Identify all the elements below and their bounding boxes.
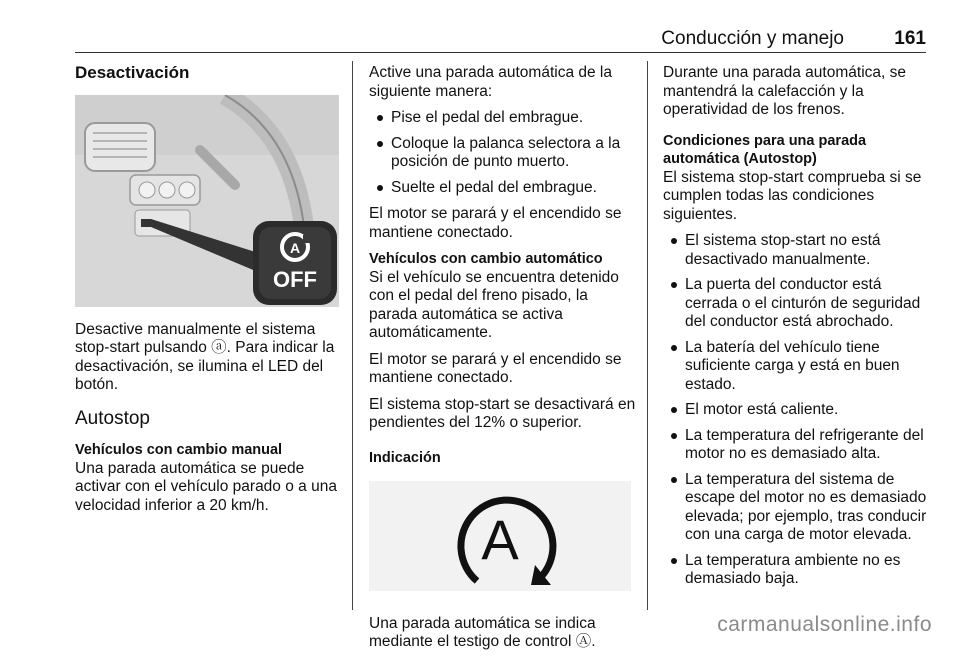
para-engine: El motor se parará y el encendido se mantiene conectado. (369, 205, 622, 241)
para-intro: Active una parada automática de la siguiente manera: (369, 64, 612, 100)
list-item: La batería del vehículo tiene suficiente carga y está en buen estado. (663, 339, 931, 395)
section-title: Conducción y manejo (661, 28, 844, 49)
steps-list (369, 109, 637, 197)
list-item: Coloque la palanca selectora a la posición de punto muerto. (369, 135, 637, 172)
column-2 (369, 64, 637, 660)
column-divider-1 (352, 61, 353, 610)
column-1 (75, 64, 343, 523)
page-number: 161 (894, 28, 926, 49)
list-item: El motor está caliente. (663, 401, 931, 420)
heading-cambio-automatico: Vehículos con cambio automático (369, 251, 603, 267)
column-3 (663, 64, 931, 597)
list-item: La temperatura del sistema de escape del motor no es demasiado elevada; por ejemplo, tras conducir con una carga de motor elevada. (663, 471, 931, 545)
header-rule (75, 52, 926, 53)
list-item: La temperatura ambiente no es demasiado baja. (663, 552, 931, 589)
heading-condiciones: Condiciones para una parada automática (Autostop) (663, 132, 867, 167)
column-divider-2 (647, 61, 648, 610)
list-item: La temperatura del refrigerante del motor no es demasiado alta. (663, 427, 931, 464)
para-manual: Una parada automática se puede activar con el vehículo parado o a una velocidad inferior a 20 km/h. (75, 459, 337, 514)
para-comprueba: El sistema stop-start comprueba si se cumplen todas las condiciones siguientes. (663, 168, 922, 223)
heading-cambio-manual: Vehículos con cambio manual (75, 442, 283, 458)
para-pendiente: El sistema stop-start se desactivará en pendientes del 12% o superior. (369, 395, 636, 431)
para-desactivar: Desactive manualmente el sistema stop-start pulsando ⓐ. Para indicar la desactivación, se ilumina el LED del botón. (75, 320, 335, 393)
list-item: Suelte el pedal del embrague. (369, 179, 637, 198)
para-automatico: Si el vehículo se encuentra detenido con el pedal del freno pisado, la parada automática se activa automáticamente. (369, 268, 619, 341)
para-indicador: Una parada automática se indica mediante el testigo de control Ⓐ. (369, 614, 596, 650)
heading-indicacion: Indicación (369, 449, 441, 466)
list-item: El sistema stop-start no está desactivado manualmente. (663, 232, 931, 269)
watermark: carmanualsonline.info (717, 613, 932, 636)
list-item: Pise el pedal del embrague. (369, 109, 637, 128)
svg-text:A: A (289, 239, 301, 256)
dashboard-illustration (75, 95, 339, 307)
heading-autostop: Autostop (75, 407, 150, 429)
para-calefaccion: Durante una parada automática, se mantendrá la calefacción y la operatividad de los frenos. (663, 64, 906, 118)
para-engine-2: El motor se parará y el encendido se mantiene conectado. (369, 350, 622, 386)
conditions-list (663, 232, 931, 589)
list-item: La puerta del conductor está cerrada o el cinturón de seguridad del conductor está abrochado. (663, 276, 931, 332)
indicator-letter: A (481, 508, 519, 571)
off-label: OFF (273, 266, 317, 292)
page-header (75, 28, 926, 52)
heading-desactivacion: Desactivación (75, 63, 190, 82)
autostop-indicator-icon (369, 481, 631, 591)
